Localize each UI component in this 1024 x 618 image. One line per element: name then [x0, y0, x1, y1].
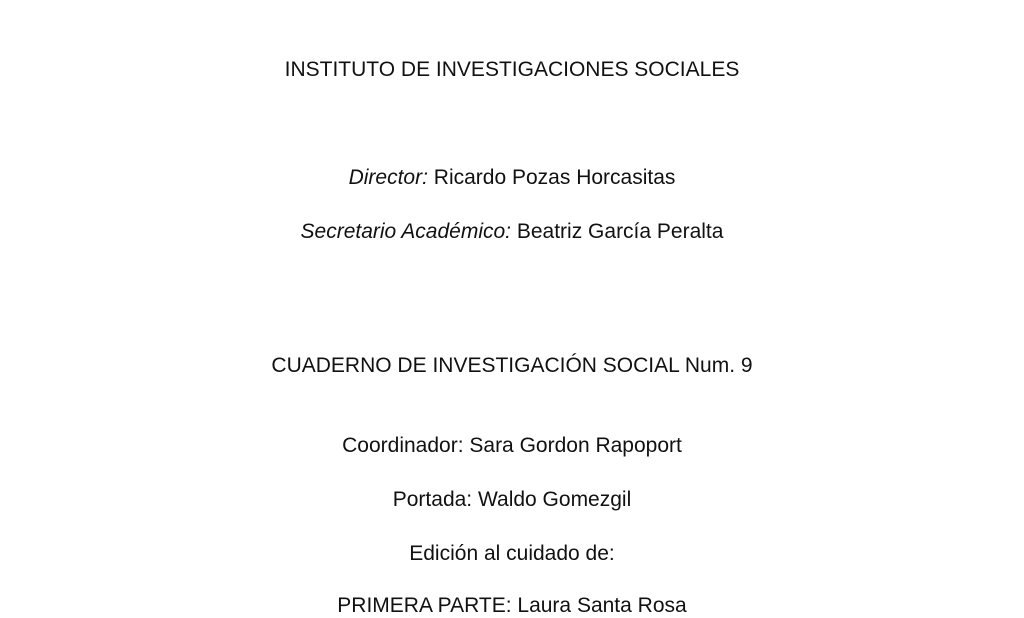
part-one-line: PRIMERA PARTE: Laura Santa Rosa [337, 594, 687, 617]
director-name: Ricardo Pozas Horcasitas [433, 166, 676, 189]
coordinator-line: Coordinador: Sara Gordon Rapoport [342, 434, 682, 457]
institute-title: INSTITUTO DE INVESTIGACIONES SOCIALES [284, 58, 740, 81]
director-label: Director: [348, 166, 428, 189]
cover-credit: Portada: Waldo Gomezgil [392, 488, 632, 511]
secretary-label: Secretario Académico: [300, 220, 512, 243]
edition-line: Edición al cuidado de: [409, 542, 615, 565]
director-line [0, 166, 1024, 190]
secretary-name: Beatriz García Peralta [516, 220, 724, 243]
secretary-line [0, 220, 1024, 244]
series-title: CUADERNO DE INVESTIGACIÓN SOCIAL Num. 9 [271, 354, 753, 377]
